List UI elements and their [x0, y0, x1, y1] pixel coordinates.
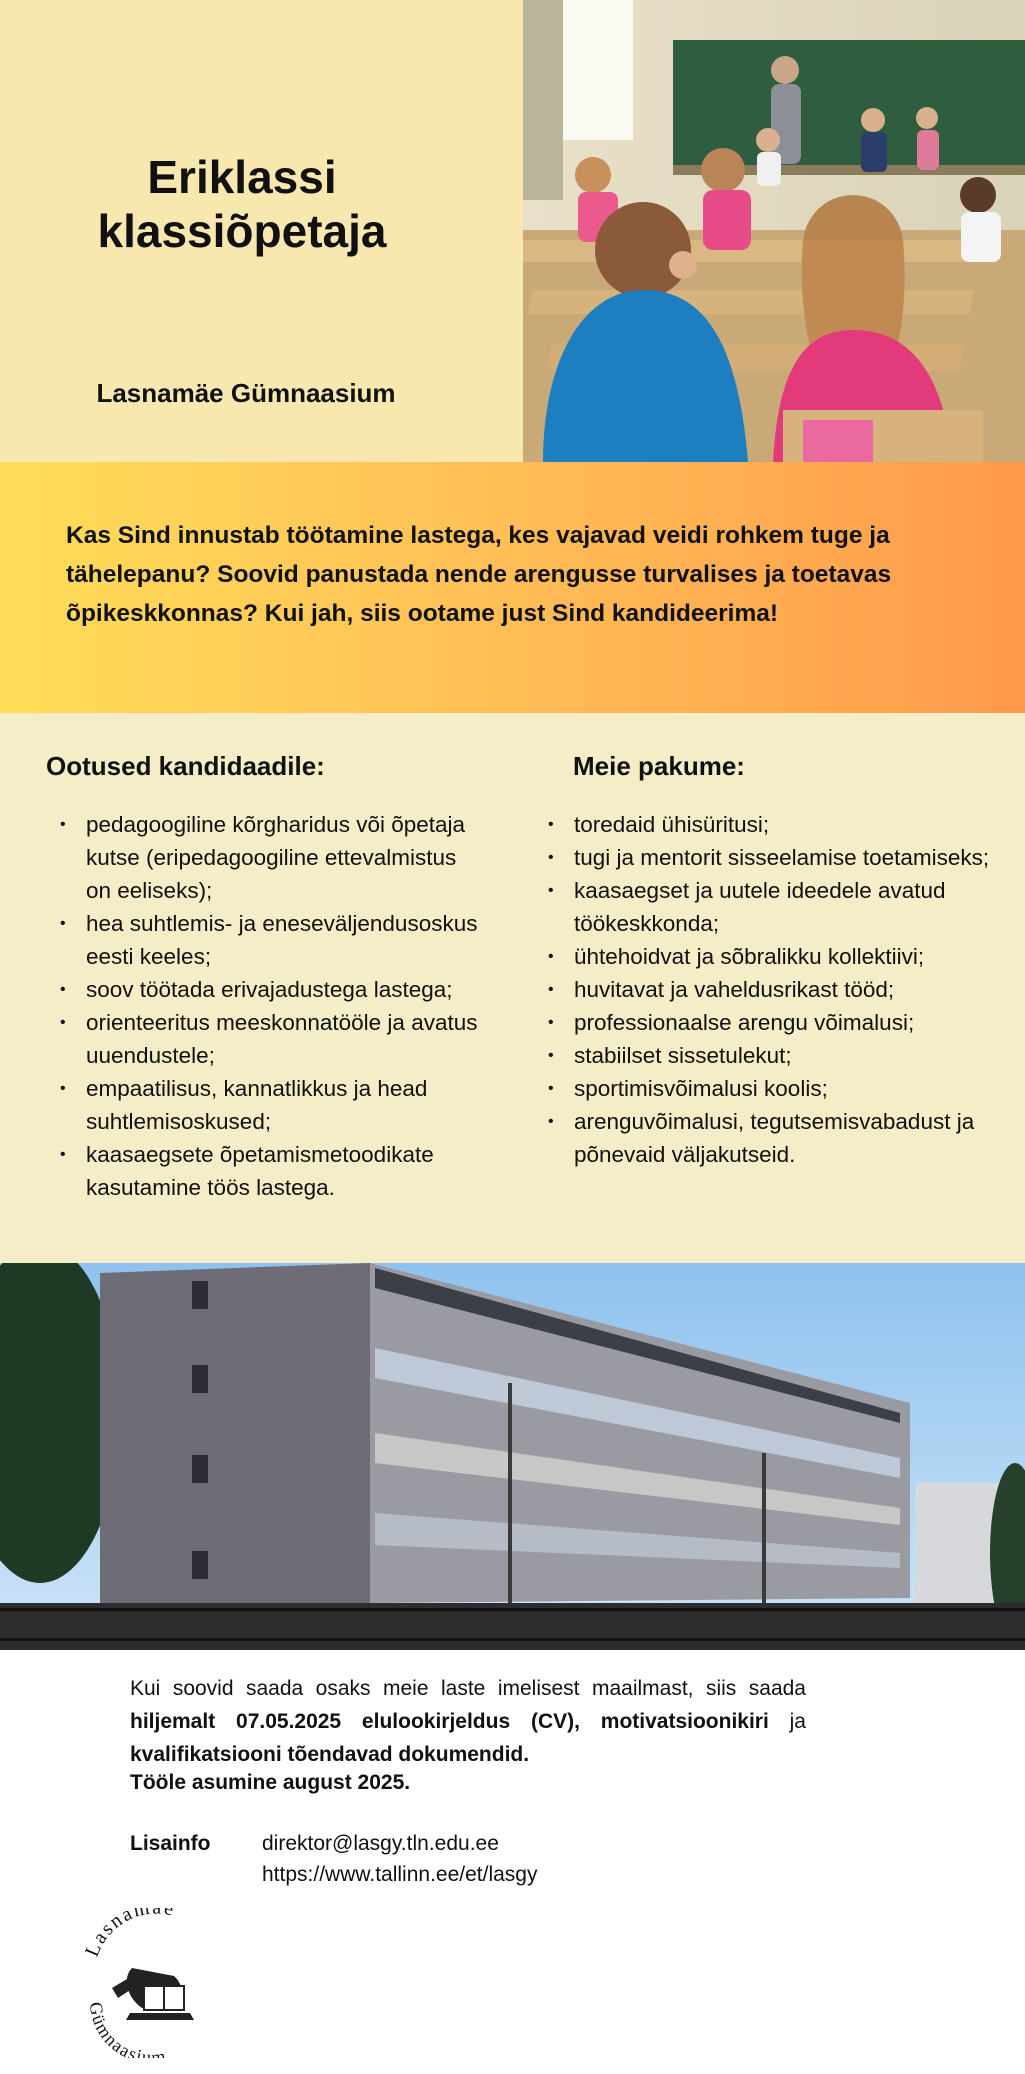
- list-item: • soov töötada erivajadustega lastega;: [46, 973, 486, 1006]
- offers-list: [534, 808, 1004, 1171]
- list-item: • toredaid ühisüritusi;: [534, 808, 1004, 841]
- application-text: [130, 1672, 806, 1771]
- list-item: • huvitavat ja vaheldusrikast tööd;: [534, 973, 1004, 1006]
- job-title-line1: Eriklassi: [147, 151, 337, 203]
- list-item: • orienteeritus meeskonnatööle ja avatus uuendustele;: [46, 1006, 486, 1072]
- application-connector: ja: [789, 1710, 806, 1733]
- application-docs-2: kvalifikatsiooni tõendavad dokumendid.: [130, 1743, 530, 1766]
- list-item: • ühtehoidvat ja sõbralikku kollektiivi;: [534, 940, 1004, 973]
- list-item: • empaatilisus, kannatlikkus ja head suhtlemisoskused;: [46, 1072, 486, 1138]
- list-item: • kaasaegset ja uutele ideedele avatud töökeskkonda;: [534, 874, 1004, 940]
- list-item: • tugi ja mentorit sisseelamise toetamiseks;: [534, 841, 1004, 874]
- start-date: Tööle asumine august 2025.: [130, 1771, 411, 1794]
- contact-label: Lisainfo: [130, 1832, 211, 1855]
- header-text-panel: [0, 0, 523, 462]
- list-item: • kaasaegsete õpetamismetoodikate kasutamine töös lastega.: [46, 1138, 486, 1204]
- list-item: • sportimisvõimalusi koolis;: [534, 1072, 1004, 1105]
- application-intro: Kui soovid saada osaks meie laste imelisest maailmast, siis saada: [130, 1677, 806, 1700]
- application-deadline-docs: hiljemalt 07.05.2025 elulookirjeldus (CV), motivatsioonikiri: [130, 1710, 769, 1733]
- school-name: Lasnamäe Gümnaasium: [96, 378, 396, 408]
- list-item: • arenguvõimalusi, tegutsemisvabadust ja põnevaid väljakutseid.: [534, 1105, 1004, 1171]
- svg-text:Gümnaasium: Gümnaasium: [85, 2000, 168, 2058]
- contact-url-link[interactable]: https://www.tallinn.ee/et/lasgy: [262, 1863, 538, 1886]
- list-item: • hea suhtlemis- ja eneseväljendusoskus eesti keeles;: [46, 907, 486, 973]
- contact-email-link[interactable]: direktor@lasgy.tln.edu.ee: [262, 1832, 499, 1855]
- job-title-line2: klassiõpetaja: [97, 205, 387, 257]
- school-logo: [82, 1908, 232, 2058]
- intro-text: Kas Sind innustab töötamine lastega, kes vajavad veidi rohkem tuge ja tähelepanu? Soovid panustada nende arengusse turvalises ja toetavas õpikeskkonnas? Kui jah, siis ootame just Sind kandideerima!: [66, 522, 892, 627]
- requirements-title: Ootused kandidaadile:: [46, 751, 325, 781]
- svg-text:Lasnamäe: Lasnam e: [82, 1908, 178, 1960]
- header-section: [0, 0, 1025, 462]
- requirements-list: [46, 808, 486, 1204]
- list-item: • stabiilset sissetulekut;: [534, 1039, 1004, 1072]
- intro-banner: [0, 462, 1025, 713]
- list-item: • professionaalse arengu võimalusi;: [534, 1006, 1004, 1039]
- footer-section: [0, 1650, 1025, 2074]
- list-item: • pedagoogiline kõrgharidus või õpetaja kutse (eripedagoogiline ettevalmistus on eeliseks);: [46, 808, 486, 907]
- job-title: [0, 150, 484, 258]
- offers-title: Meie pakume:: [573, 751, 745, 781]
- details-section: [0, 713, 1025, 1263]
- classroom-photo: [523, 0, 1025, 462]
- school-building-photo: [0, 1263, 1025, 1650]
